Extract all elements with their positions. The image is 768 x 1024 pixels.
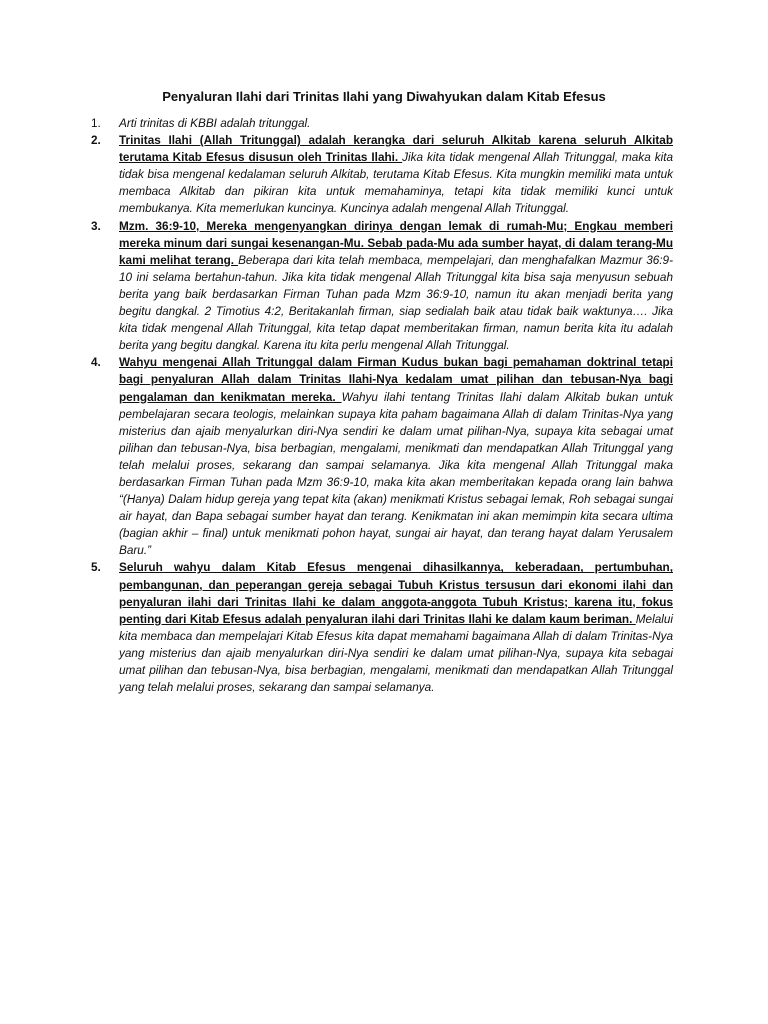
item-body: Beberapa dari kita telah membaca, mempelajari, dan menghafalkan Mazmur 36:9-10 ini selama bertahun-tahun. Jika kita tidak mengenal Allah Tritunggal kita bisa saja menyusun sebuah berita yang baik berdasarkan Firman Tuhan pada Mzm 36:9-10, namun itu akan menjadi berita yang begitu dangkal. 2 Timotius 4:2, Beritakanlah firman, siap sedialah baik atau tidak baik waktunya…. Jika kita tidak mengenal Allah Tritunggal, kita tetap dapat memberitakan firman, namun berita kita itu adalah berita yang begitu dangkal. Karena itu kita perlu mengenal Allah Tritunggal. [119,253,673,353]
item-number: 1. [91,117,101,130]
item-number: 5. [91,561,101,575]
page-title: Penyaluran Ilahi dari Trinitas Ilahi yang Diwahyukan dalam Kitab Efesus [162,89,606,104]
list-item [91,559,673,696]
item-lead: Trinitas Ilahi (Allah Tritunggal) adalah kerangka dari seluruh Alkitab karena seluruh Alkitab terutama Kitab Efesus disusun oleh Trinitas Ilahi. [119,134,673,165]
item-body: Jika kita tidak mengenal Allah Tritunggal, maka kita tidak bisa mengenal kedalaman seluruh Alkitab, terutama Kitab Efesus. Kita mungkin memiliki mata untuk membaca Alkitab dan pikiran kita untuk memahaminya, tetapi kita tidak memiliki kunci untuk membukanya. Kita memerlukan kuncinya. Kuncinya adalah mengenal Allah Tritunggal. [119,151,673,216]
item-lead: Mzm. 36:9-10, Mereka mengenyangkan dirinya dengan lemak di rumah-Mu; Engkau memberi mereka minum dari sungai kesenangan-Mu. Sebab pada-Mu ada sumber hayat, di dalam terang-Mu kami melihat terang. [119,219,673,267]
item-number: 4. [91,356,101,370]
list-item [91,218,673,355]
item-number: 2. [91,134,101,148]
item-lead: Wahyu mengenai Allah Tritunggal dalam Firman Kudus bukan bagi pemahaman doktrinal tetapi bagi penyaluran Allah dalam Trinitas Ilahi-Nya kedalam umat pilihan dan tebusan-Nya bagi pengalaman dan kenikmatan mereka. [119,356,673,404]
item-body: Wahyu ilahi tentang Trinitas Ilahi dalam Alkitab bukan untuk pembelajaran secara teologis, melainkan supaya kita paham bagaimana Allah di dalam Trinitas-Nya yang misterius dan ajaib menyalurkan diri-Nya sendiri ke dalam umat pilihan-Nya, supaya kita sebagai umat pilihan dan tebusan-Nya, bisa berbagian, mengalami, menikmati dan mendapatkan Allah Tritunggal yang telah melalui proses, sekarang dan sampai selamanya. Jika kita mengenal Allah Tritunggal maka berdasarkan Firman Tuhan pada Mzm 36:9-10, maka kita akan memberitakan kepada orang lain bahwa “(Hanya) Dalam hidup gereja yang tepat kita (akan) menikmati Kristus sebagai lemak, Roh sebagai sungai air hayat, dan Bapa sebagai sumber hayat dan terang. Kenikmatan ini akan memimpin kita secara ultima (bagian akhir – final) untuk menikmati pohon hayat, sungai air hayat, dan terang hayat dalam Yerusalem Baru.” [119,390,674,558]
list-item [91,132,673,217]
item-lead: Seluruh wahyu dalam Kitab Efesus mengenai dihasilkannya, keberadaan, pertumbuhan, pembangunan, dan peperangan gereja sebagai Tubuh Kristus tersusun dari ekonomi ilahi dan penyaluran ilahi dari Trinitas Ilahi ke dalam anggota-anggota Tubuh Kristus; karena itu, fokus penting dari Kitab Efesus adalah penyaluran ilahi dari Trinitas Ilahi ke dalam kaum beriman. [119,561,673,626]
list-item [91,115,673,132]
item-body: Melalui kita membaca dan mempelajari Kitab Efesus kita dapat memahami bagaimana Allah di dalam Trinitas-Nya yang misterius dan ajaib menyalurkan diri-Nya sendiri ke dalam umat pilihan-Nya, supaya kita sebagai umat pilihan dan tebusan-Nya, bisa berbagian, mengalami, menikmati dan mendapatkan Allah Tritunggal yang telah melalui proses, sekarang dan sampai selamanya. [119,612,673,695]
item-number: 3. [91,219,101,233]
item-body: Arti trinitas di KBBI adalah tritunggal. [119,117,311,130]
numbered-list [91,115,673,696]
list-item [91,354,673,559]
